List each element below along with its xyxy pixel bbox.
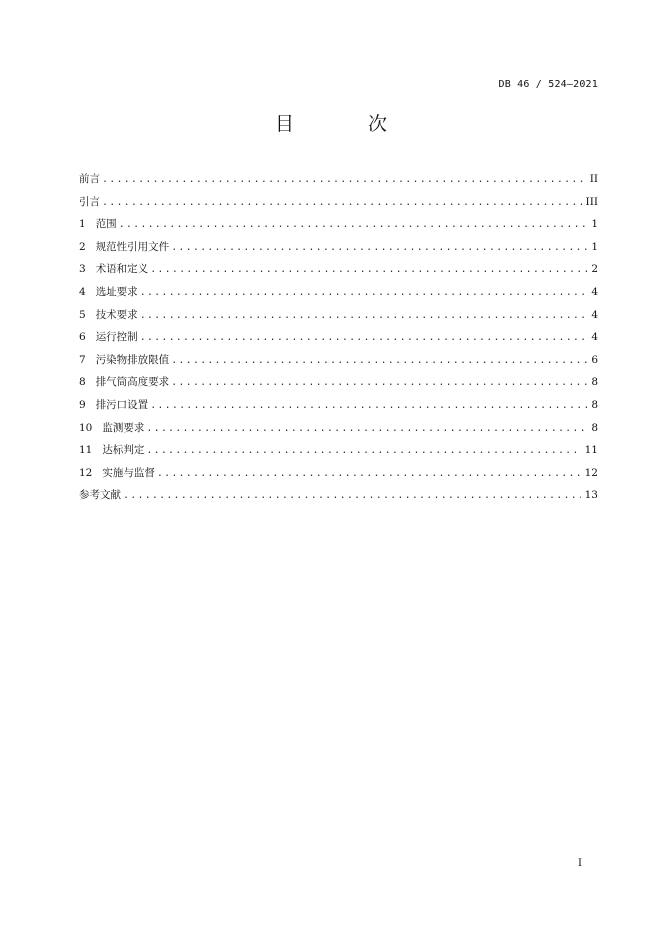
toc-label: 参考文献 xyxy=(79,489,121,502)
toc-label: 运行控制 xyxy=(95,331,138,344)
toc-label: 实施与监督 xyxy=(102,466,155,479)
toc-number: 11 xyxy=(79,444,93,457)
toc-label: 监测要求 xyxy=(102,421,145,434)
toc-number: 3 xyxy=(79,263,86,276)
toc-label: 排气筒高度要求 xyxy=(95,376,170,389)
toc-entry-references[interactable] xyxy=(79,487,598,510)
toc-entry-12[interactable] xyxy=(79,465,598,488)
dot-leader xyxy=(171,353,587,369)
toc-number: 8 xyxy=(79,376,86,389)
dot-leader xyxy=(123,488,581,504)
dot-leader xyxy=(146,421,587,437)
toc-label: 前言 xyxy=(79,173,100,185)
toc-number: 10 xyxy=(79,421,93,434)
toc-page: II xyxy=(589,173,598,185)
toc-page: 12 xyxy=(584,466,598,479)
toc-entry-foreword[interactable] xyxy=(79,171,598,194)
toc-label: 术语和定义 xyxy=(95,263,149,276)
dot-leader xyxy=(150,398,587,414)
dot-leader xyxy=(140,330,588,346)
dot-leader xyxy=(171,240,587,256)
toc-entry-2[interactable] xyxy=(79,239,598,262)
toc-page: 11 xyxy=(584,444,598,457)
dot-leader xyxy=(119,217,588,233)
toc-page: 8 xyxy=(591,376,598,389)
page-number: I xyxy=(578,858,582,869)
toc-label: 达标判定 xyxy=(102,444,145,457)
dot-leader xyxy=(157,466,581,482)
dot-leader xyxy=(140,285,588,301)
toc-page: 6 xyxy=(591,353,598,366)
toc-entry-10[interactable] xyxy=(79,420,598,443)
toc-label: 规范性引用文件 xyxy=(95,240,170,253)
dot-leader xyxy=(102,195,582,211)
toc-entry-introduction[interactable] xyxy=(79,194,598,217)
toc-entry-1[interactable] xyxy=(79,216,598,239)
toc-page: 1 xyxy=(591,218,598,231)
toc-page: 4 xyxy=(591,285,598,298)
toc-page: 8 xyxy=(591,421,598,434)
toc-label: 排污口设置 xyxy=(95,398,149,411)
toc-label: 选址要求 xyxy=(95,285,138,298)
toc-number: 5 xyxy=(79,308,86,321)
toc-page: 4 xyxy=(591,331,598,344)
page-title: 目 次 xyxy=(274,113,422,135)
toc-number: 2 xyxy=(79,240,86,253)
toc-label: 技术要求 xyxy=(95,308,138,321)
toc-label: 污染物排放限值 xyxy=(95,353,170,366)
toc-number: 12 xyxy=(79,466,93,479)
toc-entry-4[interactable] xyxy=(79,284,598,307)
toc-page: 4 xyxy=(591,308,598,321)
dot-leader xyxy=(171,375,587,391)
toc-entry-9[interactable] xyxy=(79,397,598,420)
toc-page: III xyxy=(585,195,598,208)
toc-number: 1 xyxy=(79,218,86,231)
standard-code: DB 46 / 524—2021 xyxy=(498,79,598,90)
dot-leader xyxy=(140,308,588,324)
toc-label: 引言 xyxy=(79,195,100,208)
toc-number: 7 xyxy=(79,353,86,366)
toc-page: 1 xyxy=(591,240,598,253)
toc-page: 8 xyxy=(591,398,598,411)
toc-entry-8[interactable] xyxy=(79,374,598,397)
toc-number: 6 xyxy=(79,331,86,344)
table-of-contents xyxy=(79,171,598,510)
toc-entry-11[interactable] xyxy=(79,442,598,465)
dot-leader xyxy=(102,172,586,188)
toc-page: 13 xyxy=(584,489,598,502)
toc-number: 4 xyxy=(79,285,86,298)
toc-entry-6[interactable] xyxy=(79,329,598,352)
toc-page: 2 xyxy=(591,263,598,276)
toc-entry-7[interactable] xyxy=(79,352,598,375)
dot-leader xyxy=(150,262,587,278)
toc-label: 范围 xyxy=(95,218,117,231)
toc-number: 9 xyxy=(79,398,86,411)
toc-entry-3[interactable] xyxy=(79,261,598,284)
dot-leader xyxy=(146,443,580,459)
toc-entry-5[interactable] xyxy=(79,307,598,330)
